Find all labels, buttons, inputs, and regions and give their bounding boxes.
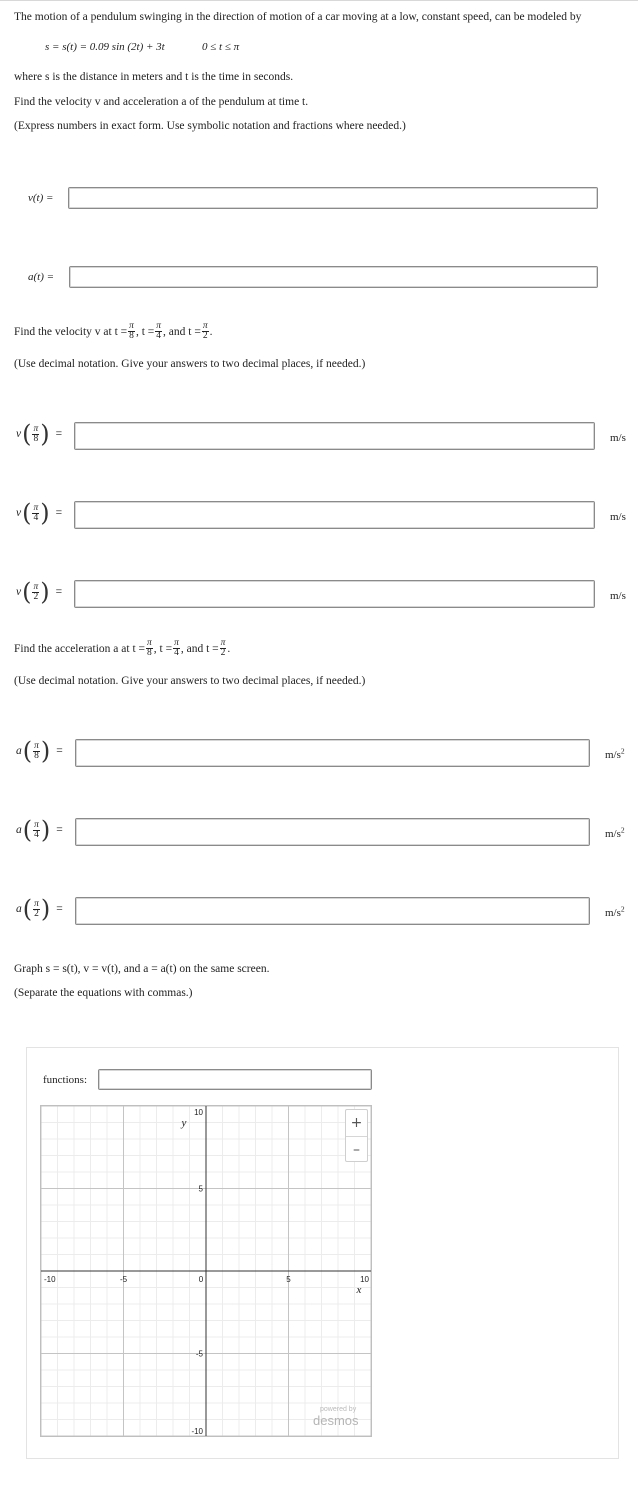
velocity-pi-over-4-label: v ( $\frac{\pi}{4}$ ) = — [16, 499, 63, 527]
velocity-pi-over-8-label: v ( $\frac{\pi}{8}$ ) = — [16, 420, 63, 448]
x-tick-label: 10 — [360, 1275, 369, 1284]
position-equation: s = s(t) = 0.09 sin (2t) + 3t — [45, 41, 165, 53]
acceleration-function-label: a(t) = — [28, 271, 55, 283]
functions-label: functions: — [43, 1074, 87, 1086]
x-tick-label: -5 — [119, 1275, 128, 1284]
velocity-prompt: Find the velocity v at t = $\frac{\pi}{8}$ , t = $\frac{\pi}{4}$ , and t = $\frac{\pi}{2}$ . — [14, 321, 213, 341]
x-tick-label: -10 — [44, 1275, 56, 1284]
acceleration-unit: $m/s^2$ — [605, 746, 625, 761]
top-divider — [0, 0, 638, 1]
graph-prompt: Graph s = s(t), v = v(t), and a = a(t) on the same screen. — [14, 963, 270, 975]
graph-grid[interactable] — [41, 1106, 371, 1436]
zoom-in-button[interactable]: + — [350, 1115, 363, 1131]
velocity-unit: m/s — [610, 590, 626, 602]
velocity-pi-over-4-input[interactable] — [74, 501, 595, 529]
velocity-unit: m/s — [610, 432, 626, 444]
y-tick-label: -10 — [191, 1427, 203, 1436]
acceleration-pi-over-4-input[interactable] — [75, 818, 590, 846]
desmos-graph[interactable] — [40, 1105, 372, 1437]
fraction-pi-over-4: $\frac{\pi}{4}$ — [156, 321, 162, 341]
where-line: where s is the distance in meters and t is the time in seconds. — [14, 71, 294, 83]
fraction-pi-over-2: $\frac{\pi}{2}$ — [220, 638, 226, 658]
graph-note: (Separate the equations with commas.) — [14, 987, 193, 999]
acceleration-pi-over-2-label: a ( $\frac{\pi}{2}$ ) = — [16, 895, 63, 923]
acceleration-pi-over-8-input[interactable] — [75, 739, 590, 767]
desmos-logo: desmos — [313, 1413, 359, 1428]
acceleration-unit: $m/s^2$ — [605, 825, 625, 840]
acceleration-prompt-prefix: Find the acceleration a at t = — [14, 642, 146, 655]
fraction-pi-over-8: $\frac{\pi}{8}$ — [129, 321, 134, 341]
fraction-pi-over-4: $\frac{\pi}{4}$ — [174, 638, 179, 658]
y-tick-label: 5 — [198, 1184, 203, 1194]
velocity-function-input[interactable] — [68, 187, 598, 209]
powered-by-text: powered by — [320, 1406, 357, 1413]
velocity-decimal-note: (Use decimal notation. Give your answers to two decimal places, if needed.) — [14, 358, 366, 370]
acceleration-pi-over-8-label: a ( $\frac{\pi}{8}$ ) = — [16, 737, 63, 765]
x-axis-label: x — [356, 1284, 362, 1296]
acceleration-pi-over-4-label: a ( $\frac{\pi}{4}$ ) = — [16, 816, 63, 844]
problem-intro: The motion of a pendulum swinging in the direction of motion of a car moving at a low, constant speed, can be modeled by — [14, 11, 582, 23]
y-axis-label: y — [181, 1117, 187, 1129]
velocity-pi-over-2-label: v ( $\frac{\pi}{2}$ ) = — [16, 578, 63, 606]
express-note: (Express numbers in exact form. Use symbolic notation and fractions where needed.) — [14, 120, 406, 132]
velocity-prompt-prefix: Find the velocity v at t = — [14, 325, 128, 338]
acceleration-function-input[interactable] — [69, 266, 598, 288]
acceleration-unit: $m/s^2$ — [605, 904, 625, 919]
zoom-controls — [345, 1109, 368, 1162]
x-tick-label: 5 — [286, 1275, 291, 1284]
velocity-pi-over-2-input[interactable] — [74, 580, 595, 608]
acceleration-prompt: Find the acceleration a at t = $\frac{\pi}{8}$ , t = $\frac{\pi}{4}$ , and t = $\frac{\pi}{2}$ . — [14, 638, 231, 658]
x-tick-label: 0 — [198, 1275, 204, 1284]
velocity-pi-over-8-input[interactable] — [74, 422, 595, 450]
velocity-unit: m/s — [610, 511, 626, 523]
find-velocity-acceleration: Find the velocity v and acceleration a of the pendulum at time t. — [14, 96, 309, 108]
time-domain: 0 ≤ t ≤ π — [202, 41, 240, 53]
zoom-out-button[interactable]: – — [353, 1142, 360, 1158]
y-tick-label: -5 — [195, 1349, 203, 1359]
fraction-pi-over-2: $\frac{\pi}{2}$ — [202, 321, 208, 341]
velocity-function-label: v(t) = — [28, 192, 54, 204]
functions-input[interactable] — [98, 1069, 372, 1090]
acceleration-pi-over-2-input[interactable] — [75, 897, 590, 925]
fraction-pi-over-8: $\frac{\pi}{8}$ — [147, 638, 152, 658]
acceleration-decimal-note: (Use decimal notation. Give your answers to two decimal places, if needed.) — [14, 675, 366, 687]
y-tick-label: 10 — [194, 1108, 203, 1117]
